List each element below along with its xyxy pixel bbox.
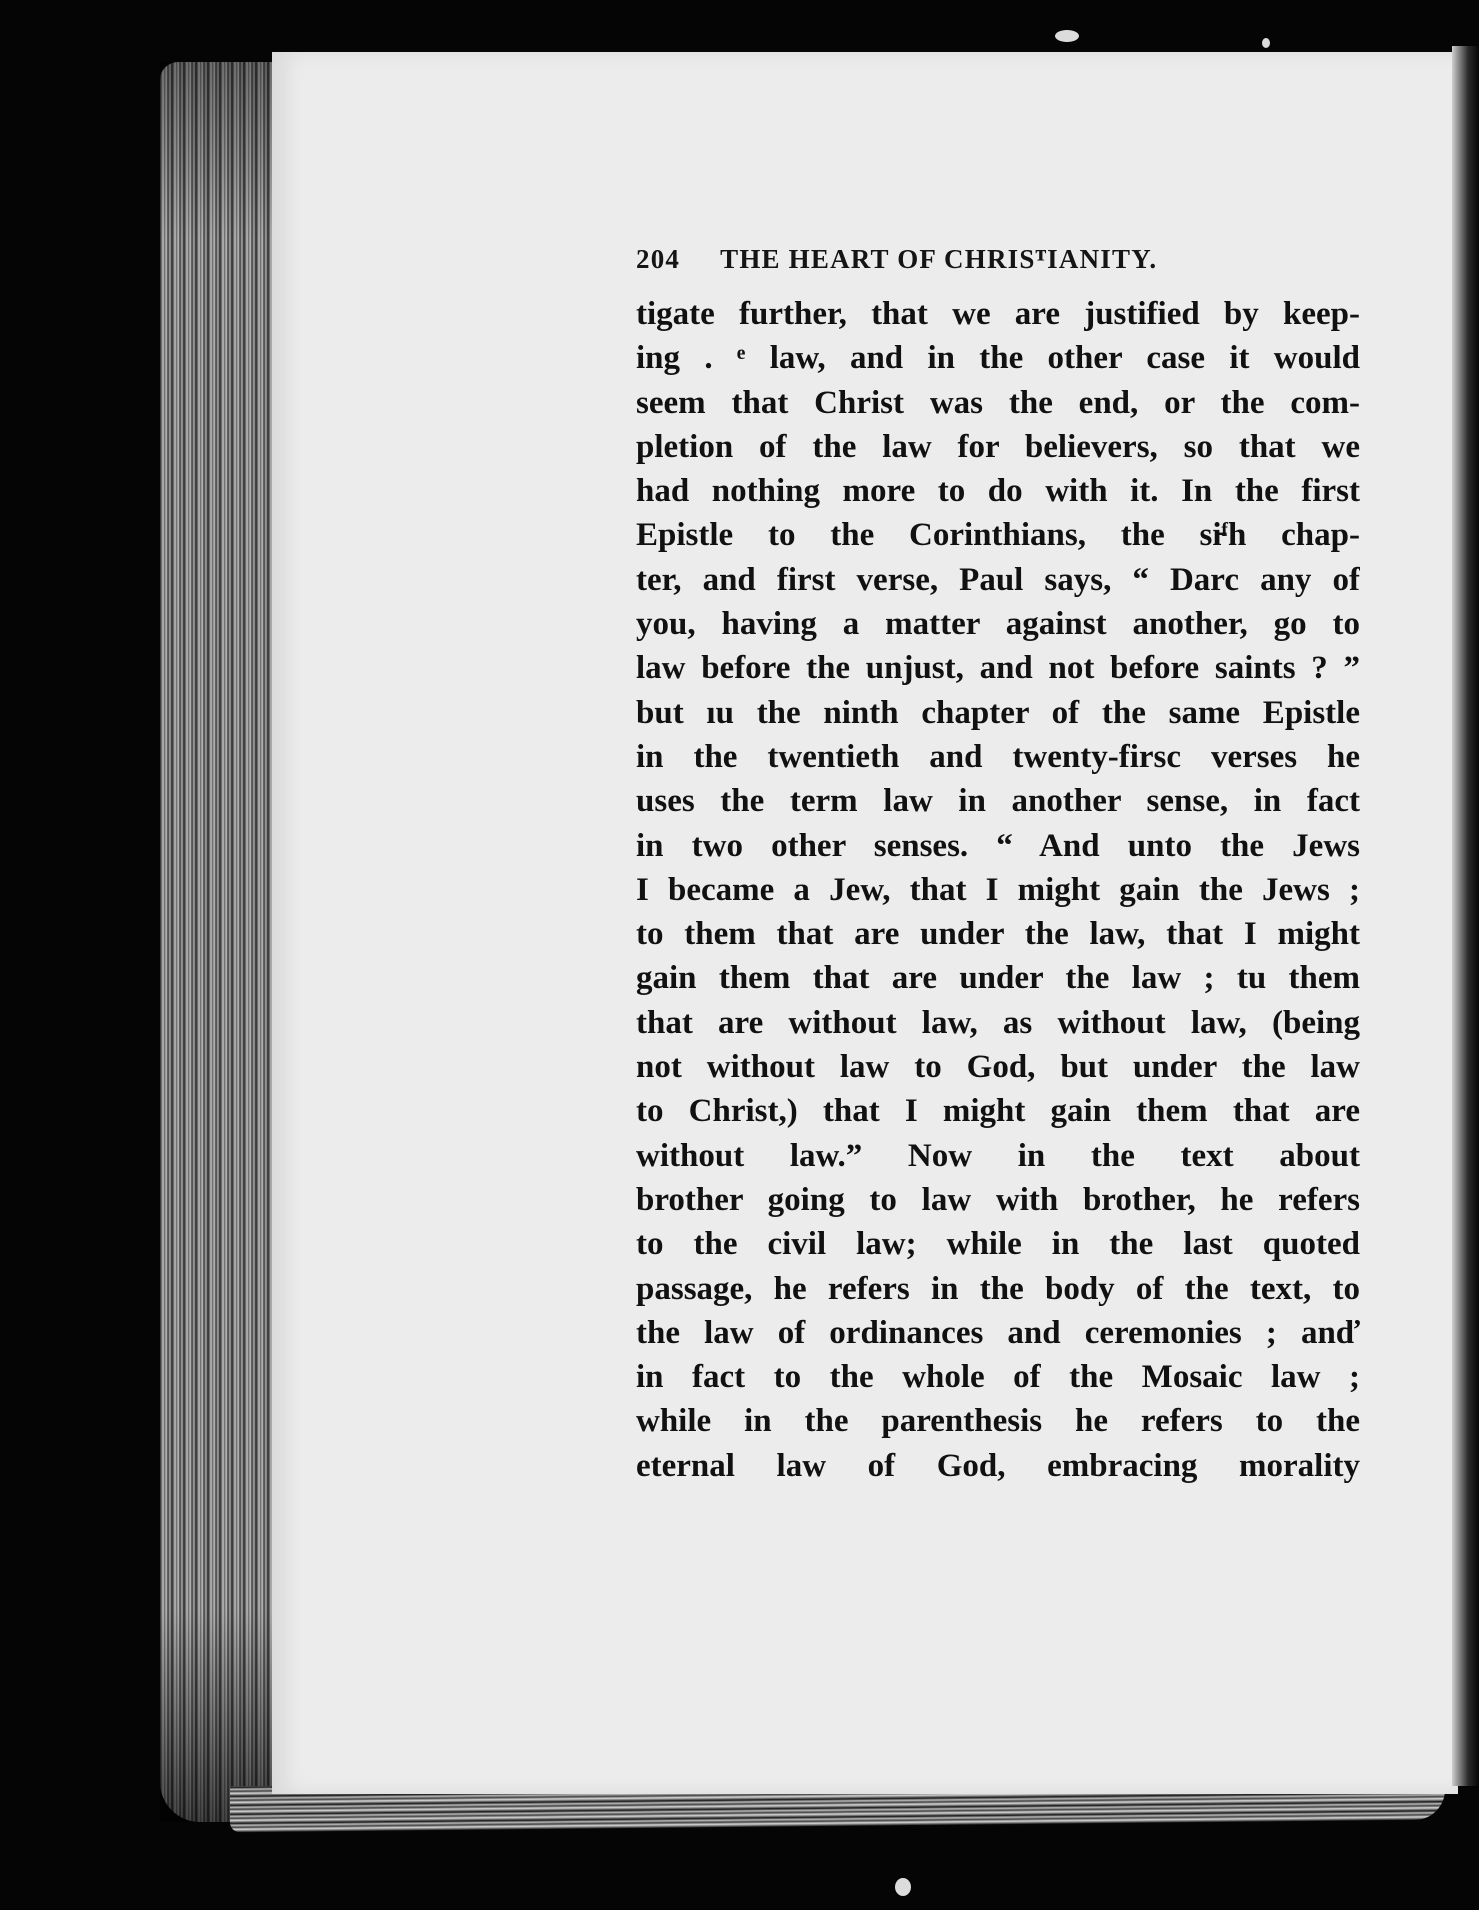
text-line: brother going to law with brother, he refers	[636, 1181, 1360, 1218]
page-number: 204	[636, 244, 681, 274]
speck-mark	[895, 1878, 911, 1896]
text-block	[636, 244, 1360, 1488]
text-line: the law of ordinances and ceremonies ; anď	[636, 1314, 1360, 1351]
text-line: to the civil law; while in the last quoted	[636, 1226, 1360, 1263]
text-line: ter, and first verse, Paul says, “ Darc any of	[636, 561, 1360, 598]
text-line: law before the unjust, and not before saints ? ”	[636, 650, 1360, 687]
text-line: to them that are under the law, that I might	[636, 916, 1360, 953]
text-line: had nothing more to do with it. In the first	[636, 473, 1360, 510]
text-line: Epistle to the Corinthians, the si̵ᶠh chap-	[636, 517, 1360, 554]
text-line: in the twentieth and twenty-firsc verses he	[636, 738, 1360, 775]
text-line: without law.” Now in the text about	[636, 1137, 1360, 1174]
text-line: while in the parenthesis he refers to the	[636, 1403, 1360, 1440]
text-line: pletion of the law for believers, so that we	[636, 428, 1360, 465]
text-line: ing . ᵉ law, and in the other case it would	[636, 340, 1360, 377]
text-line: to Christ,) that I might gain them that are	[636, 1093, 1360, 1130]
text-line: passage, he refers in the body of the text, to	[636, 1270, 1360, 1307]
text-line: in fact to the whole of the Mosaic law ;	[636, 1359, 1360, 1396]
text-line: tigate further, that we are justified by keep-	[636, 296, 1360, 332]
speck-mark	[1055, 30, 1079, 42]
body-text	[636, 292, 1360, 1488]
page-right-shadow	[1452, 46, 1479, 1786]
text-line: I became a Jew, that I might gain the Jews ;	[636, 871, 1360, 908]
text-line: but ıu the ninth chapter of the same Epistle	[636, 694, 1360, 731]
text-line: gain them that are under the law ; tu them	[636, 960, 1360, 997]
text-line: eternal law of God, embracing morality	[636, 1447, 1360, 1484]
text-line: you, having a matter against another, go to	[636, 606, 1360, 643]
running-head	[636, 244, 1360, 284]
speck-mark	[1262, 38, 1270, 48]
text-line: not without law to God, but under the law	[636, 1049, 1360, 1086]
page-stack-left-edge	[160, 62, 280, 1822]
text-line: seem that Christ was the end, or the com-	[636, 384, 1360, 421]
text-line: uses the term law in another sense, in fact	[636, 783, 1360, 820]
text-line: in two other senses. “ And unto the Jews	[636, 827, 1360, 864]
text-line: that are without law, as without law, (being	[636, 1004, 1360, 1041]
running-head-title: THE HEART OF CHRISᵀIANITY.	[720, 244, 1158, 274]
